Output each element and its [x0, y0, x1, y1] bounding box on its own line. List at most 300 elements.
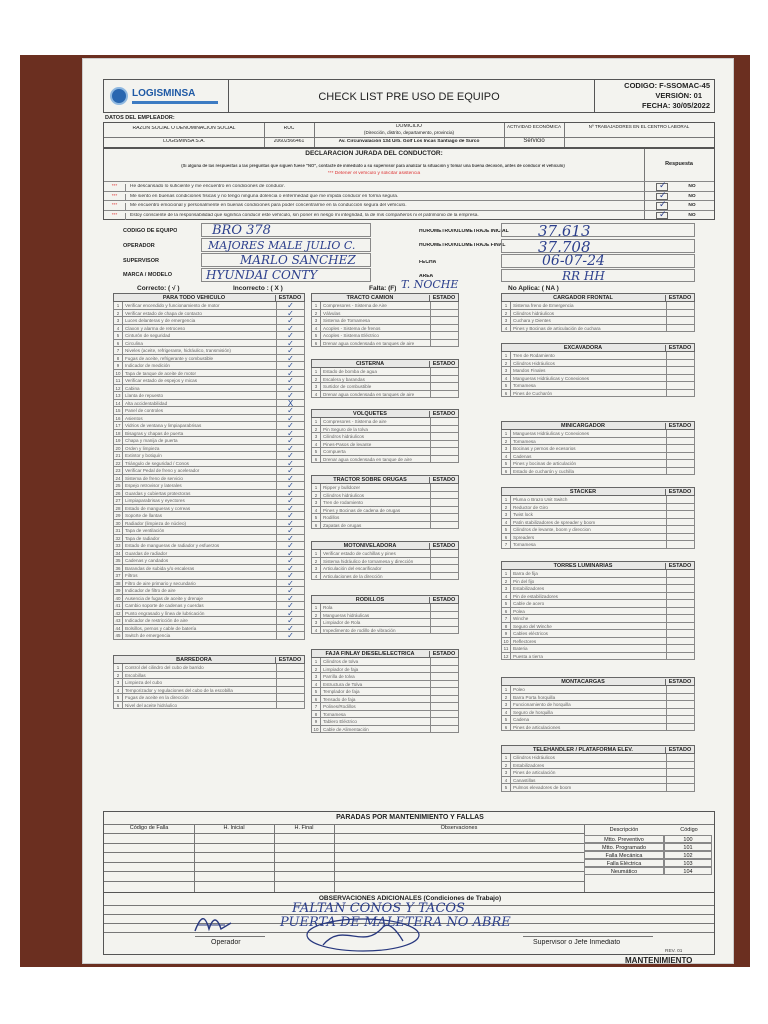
row-number: 3 — [502, 367, 511, 374]
row-status[interactable] — [430, 688, 458, 695]
row-number: 2 — [312, 612, 321, 619]
table-barredora-row — [113, 672, 305, 680]
row-number: 18 — [114, 430, 123, 437]
row-status[interactable] — [666, 541, 694, 548]
row-status[interactable] — [666, 623, 694, 630]
row-status[interactable]: ✓ — [276, 317, 304, 324]
employer-ruc: 20602566461 — [273, 139, 305, 144]
row-status[interactable]: ✓ — [276, 610, 304, 617]
table-montacargas-row — [501, 701, 695, 709]
table-rodillos-row — [311, 604, 459, 612]
row-status[interactable]: ✓ — [276, 512, 304, 519]
table-motoniveladora-row — [311, 565, 459, 573]
row-status[interactable]: ✓ — [276, 490, 304, 497]
row-status[interactable] — [666, 511, 694, 518]
row-status[interactable]: ✓ — [276, 415, 304, 422]
row-status[interactable] — [666, 769, 694, 776]
row-number: 5 — [502, 382, 511, 389]
table-stacker-row — [501, 504, 695, 512]
row-status[interactable] — [430, 302, 458, 309]
table-excavadora-row — [501, 375, 695, 383]
row-number: 3 — [502, 769, 511, 776]
row-status[interactable]: ✓ — [276, 430, 304, 437]
row-status[interactable] — [666, 754, 694, 761]
row-status[interactable] — [430, 711, 458, 718]
table-todo_vehiculo-row — [113, 377, 305, 385]
row-number: 2 — [114, 310, 123, 317]
row-status[interactable] — [666, 453, 694, 460]
row-status[interactable] — [666, 302, 694, 309]
row-label: Estructura de Tolva — [323, 681, 363, 687]
table-telehandler-title: TELEHANDLER / PLATAFORMA ELEV. — [533, 747, 633, 753]
observacion-line-2: PUERTA DE MALETERA NO ABRE — [280, 915, 511, 930]
table-todo_vehiculo-row — [113, 632, 305, 640]
row-label: Tapa de tanque de aceite de motor — [125, 370, 196, 376]
declaration-item: Estoy consciente de la responsabilidad que significa conducir este vehículo, sin poner en riesgo mi integridad, la de mis compañeros ni el patrimonio de la empresa. — [130, 212, 479, 218]
row-number: 4 — [502, 777, 511, 784]
row-status[interactable]: ✓ — [276, 542, 304, 549]
row-label: Mangueras hidráulicas — [323, 612, 370, 618]
row-status[interactable] — [666, 716, 694, 723]
row-status[interactable] — [666, 382, 694, 389]
row-status[interactable]: ✓ — [276, 377, 304, 384]
row-status[interactable] — [666, 653, 694, 660]
row-status[interactable]: ✓ — [276, 452, 304, 459]
row-number: 30 — [114, 520, 123, 527]
row-status[interactable] — [430, 673, 458, 680]
row-status[interactable] — [430, 441, 458, 448]
row-status[interactable] — [666, 430, 694, 437]
area-field[interactable] — [501, 269, 695, 282]
row-status[interactable]: ✓ — [276, 385, 304, 392]
row-number: 3 — [312, 673, 321, 680]
row-status[interactable]: ✓ — [276, 632, 304, 639]
row-number: 1 — [502, 754, 511, 761]
table-cisterna-row — [311, 383, 459, 391]
row-status[interactable] — [666, 519, 694, 526]
row-number: 4 — [502, 593, 511, 600]
row-status[interactable] — [430, 681, 458, 688]
employer-col-trabajadores: Nº TRABAJADORES EN EL CENTRO LABORAL — [588, 124, 690, 129]
row-label: Pines y Bocinas de cadena de orugas — [323, 507, 401, 513]
row-status[interactable] — [430, 550, 458, 557]
table-volquetes-row — [311, 433, 459, 441]
row-status[interactable]: ✓ — [276, 550, 304, 557]
supervisor-field[interactable] — [201, 253, 371, 267]
row-label: Cilindros de tolva — [323, 659, 359, 664]
row-label: Limpiador de faja — [323, 666, 359, 672]
row-number: 4 — [502, 375, 511, 382]
table-rodillos-header — [311, 595, 459, 604]
legend-no-aplica: No Aplica: ( NA ) — [508, 285, 559, 292]
row-status[interactable] — [666, 686, 694, 693]
row-status[interactable] — [430, 627, 458, 634]
row-status[interactable] — [430, 325, 458, 332]
table-todo_vehiculo-row — [113, 520, 305, 528]
table-cisterna-title: CISTERNA — [355, 361, 385, 367]
answer-checkbox[interactable] — [656, 202, 668, 210]
row-status[interactable] — [276, 664, 304, 671]
row-status[interactable]: ✓ — [276, 302, 304, 309]
row-status[interactable] — [430, 514, 458, 521]
row-number: 2 — [312, 310, 321, 317]
table-torres-row — [501, 608, 695, 616]
row-status[interactable] — [666, 600, 694, 607]
table-motoniveladora-estado: ESTADO — [429, 543, 458, 550]
row-label: Compuerta — [323, 449, 346, 454]
row-number: 6 — [502, 608, 511, 615]
row-status[interactable] — [430, 499, 458, 506]
row-status[interactable] — [666, 460, 694, 467]
row-status[interactable] — [430, 604, 458, 611]
row-number: 23 — [114, 467, 123, 474]
row-status[interactable]: X — [276, 400, 304, 407]
row-status[interactable] — [666, 570, 694, 577]
horometro-inicial-field[interactable] — [501, 222, 695, 240]
row-status[interactable]: ✓ — [276, 362, 304, 369]
row-label: Verificar estado de chapa de contacto — [125, 310, 202, 316]
table-todo_vehiculo-row — [113, 505, 305, 513]
row-label: Cadena — [513, 717, 530, 722]
row-status[interactable]: ✓ — [276, 587, 304, 594]
row-status[interactable]: ✓ — [276, 557, 304, 564]
row-number: 1 — [312, 484, 321, 491]
row-status[interactable] — [666, 701, 694, 708]
marca-field[interactable] — [201, 268, 371, 282]
row-status[interactable] — [666, 445, 694, 452]
table-todo_vehiculo-row — [113, 362, 305, 370]
row-status[interactable] — [666, 777, 694, 784]
row-status[interactable] — [666, 360, 694, 367]
row-status[interactable] — [276, 687, 304, 694]
row-status[interactable]: ✓ — [276, 565, 304, 572]
table-todo_vehiculo-row — [113, 302, 305, 310]
row-status[interactable] — [666, 468, 694, 475]
row-label: Vidrios de ventana y limpiaparabrisas — [125, 423, 202, 428]
row-status[interactable] — [276, 679, 304, 686]
row-status[interactable] — [666, 784, 694, 791]
row-status[interactable] — [430, 433, 458, 440]
table-barredora-row — [113, 702, 305, 710]
row-status[interactable]: ✓ — [276, 535, 304, 542]
header-divider-left — [228, 80, 229, 112]
table-barredora-title: BARREDORA — [176, 657, 212, 663]
row-status[interactable] — [430, 696, 458, 703]
row-status[interactable]: ✓ — [276, 437, 304, 444]
table-cargador-row — [501, 317, 695, 325]
row-status[interactable] — [430, 718, 458, 725]
table-tractor_orugas-title: TRACTOR SOBRE ORUGAS — [333, 477, 407, 483]
failure-desc: Neumático — [584, 867, 664, 875]
row-status[interactable] — [430, 558, 458, 565]
row-status[interactable]: ✓ — [276, 422, 304, 429]
row-status[interactable] — [430, 391, 458, 398]
row-number: 1 — [502, 352, 511, 359]
row-label: Pluma o Brazo Unit Switch — [513, 497, 568, 502]
table-tractor_orugas-row — [311, 484, 459, 492]
row-status[interactable] — [666, 375, 694, 382]
row-status[interactable] — [666, 593, 694, 600]
row-status[interactable] — [430, 573, 458, 580]
row-status[interactable] — [430, 368, 458, 375]
row-status[interactable]: ✓ — [276, 580, 304, 587]
table-todo_vehiculo-title: PARA TODO VEHICULO — [162, 295, 226, 301]
row-label: Patín stabilizadores de spreader y boom — [513, 519, 596, 525]
row-label: Mangueras Hidráulicas y Conexiones — [513, 431, 590, 436]
row-status[interactable] — [666, 724, 694, 731]
row-status[interactable] — [276, 694, 304, 701]
table-todo_vehiculo-row — [113, 527, 305, 535]
operator-caption: Operador — [211, 939, 241, 946]
legend-correcto: Correcto: ( √ ) — [137, 285, 180, 292]
table-todo_vehiculo-row — [113, 467, 305, 475]
row-label: Cilindros Hidráulicos — [513, 360, 555, 366]
row-status[interactable] — [430, 426, 458, 433]
employer-col-domicilio: DOMICILIO — [395, 124, 423, 129]
table-excavadora-row — [501, 352, 695, 360]
row-status[interactable]: ✓ — [276, 347, 304, 354]
row-number: 4 — [312, 573, 321, 580]
table-cisterna-row — [311, 391, 459, 399]
row-status[interactable]: ✓ — [276, 595, 304, 602]
row-number: 2 — [312, 492, 321, 499]
table-stacker-header — [501, 487, 695, 496]
row-status[interactable] — [276, 672, 304, 679]
row-label: Claxon y alarma de retroceso — [125, 325, 186, 331]
codigo-equipo-field[interactable] — [201, 223, 371, 237]
row-status[interactable] — [666, 615, 694, 622]
row-status[interactable]: ✓ — [276, 392, 304, 399]
row-label: Pines de Cucharón — [513, 390, 553, 396]
row-status[interactable]: ✓ — [276, 497, 304, 504]
row-status[interactable]: ✓ — [276, 467, 304, 474]
row-status[interactable] — [666, 496, 694, 503]
row-status[interactable] — [430, 565, 458, 572]
row-status[interactable]: ✓ — [276, 355, 304, 362]
table-todo_vehiculo-row — [113, 407, 305, 415]
row-status[interactable]: ✓ — [276, 370, 304, 377]
row-label: Circulina — [125, 340, 143, 346]
row-status[interactable] — [430, 658, 458, 665]
row-status[interactable]: ✓ — [276, 310, 304, 317]
row-status[interactable]: ✓ — [276, 625, 304, 632]
row-status[interactable] — [430, 383, 458, 390]
row-number: 17 — [114, 422, 123, 429]
wood-background — [20, 55, 750, 967]
table-faja-row — [311, 688, 459, 696]
row-status[interactable] — [430, 332, 458, 339]
row-label: Tablero Eléctrico — [323, 719, 357, 724]
row-status[interactable] — [430, 340, 458, 347]
fecha-field[interactable] — [501, 254, 695, 268]
row-number: 15 — [114, 407, 123, 414]
horometro-final-field[interactable] — [501, 238, 695, 256]
row-status[interactable]: ✓ — [276, 617, 304, 624]
paradas-row-line — [104, 843, 584, 844]
row-status[interactable]: ✓ — [276, 602, 304, 609]
row-status[interactable] — [430, 666, 458, 673]
table-telehandler-estado: ESTADO — [665, 747, 694, 754]
table-volquetes-row — [311, 456, 459, 464]
row-status[interactable] — [666, 526, 694, 533]
row-number: 5 — [312, 688, 321, 695]
employer-actividad: Servicio — [523, 138, 545, 144]
row-status[interactable] — [430, 619, 458, 626]
row-status[interactable] — [430, 418, 458, 425]
row-status[interactable] — [430, 456, 458, 463]
row-status[interactable]: ✓ — [276, 572, 304, 579]
row-status[interactable]: ✓ — [276, 475, 304, 482]
row-status[interactable] — [430, 376, 458, 383]
row-status[interactable] — [430, 703, 458, 710]
row-status[interactable] — [666, 317, 694, 324]
table-faja-row — [311, 681, 459, 689]
table-telehandler-header — [501, 745, 695, 754]
row-status[interactable] — [666, 630, 694, 637]
employer-col-ruc: RUC — [283, 126, 295, 131]
row-status[interactable]: ✓ — [276, 505, 304, 512]
row-label: Escobillas — [125, 672, 146, 678]
row-status[interactable] — [430, 522, 458, 529]
table-torres-row — [501, 630, 695, 638]
row-label: Pulmos elevadores de boom — [513, 785, 572, 790]
row-status[interactable] — [666, 325, 694, 332]
table-barredora-row — [113, 694, 305, 702]
row-status[interactable] — [430, 612, 458, 619]
table-todo_vehiculo-row — [113, 497, 305, 505]
row-status[interactable]: ✓ — [276, 520, 304, 527]
answer-checkbox[interactable] — [656, 190, 668, 201]
row-status[interactable]: ✓ — [276, 527, 304, 534]
row-label: Sistema de freno de servicio — [125, 475, 183, 481]
row-status[interactable] — [666, 578, 694, 585]
table-stacker-row — [501, 519, 695, 527]
row-label: Drenar agua condensada en tanques de aire — [323, 340, 415, 346]
table-stacker-row — [501, 511, 695, 519]
table-torres-title: TORRES LUMINARIAS — [553, 563, 613, 569]
row-status[interactable] — [666, 390, 694, 397]
row-label: Verificar Pedal de freno y acelerador — [125, 468, 200, 473]
table-todo_vehiculo-row — [113, 602, 305, 610]
row-status[interactable]: ✓ — [276, 325, 304, 332]
row-label: Barra de fija — [513, 571, 538, 576]
row-number: 44 — [114, 625, 123, 632]
row-number: 3 — [502, 445, 511, 452]
row-status[interactable]: ✓ — [276, 332, 304, 339]
table-telehandler-row — [501, 762, 695, 770]
table-faja-title: FAJA FINLAY DIESEL/ELECTRICA — [325, 651, 415, 657]
row-label: Canastillas — [513, 777, 536, 783]
row-status[interactable] — [430, 484, 458, 491]
table-excavadora-row — [501, 360, 695, 368]
failure-desc: Mtto. Preventivo — [584, 835, 664, 843]
row-status[interactable] — [666, 694, 694, 701]
paradas-col-codigo: Código de Falla — [129, 825, 169, 831]
paradas-title: PARADAS POR MANTENIMIENTO Y FALLAS — [336, 814, 484, 821]
row-status[interactable]: ✓ — [276, 460, 304, 467]
row-label: Estado de cucharón y cuchilla — [513, 468, 575, 474]
table-cisterna-row — [311, 368, 459, 376]
row-label: Tren de Rodamiento — [513, 353, 555, 358]
row-status[interactable] — [666, 504, 694, 511]
operator-signature — [191, 911, 251, 939]
table-todo_vehiculo-row — [113, 557, 305, 565]
row-status[interactable] — [666, 367, 694, 374]
row-status[interactable] — [666, 310, 694, 317]
supervisor-label: SUPERVISOR — [123, 258, 159, 264]
row-number: 45 — [114, 632, 123, 639]
row-number: 43 — [114, 617, 123, 624]
row-number: 5 — [502, 526, 511, 533]
row-status[interactable] — [666, 645, 694, 652]
row-number: 5 — [312, 514, 321, 521]
row-status[interactable] — [430, 317, 458, 324]
row-status[interactable] — [666, 352, 694, 359]
row-label: Bisagras y chapas de puerta — [125, 430, 184, 436]
row-status[interactable]: ✓ — [276, 445, 304, 452]
row-label: Soporte de llantas — [125, 513, 163, 518]
table-excavadora-estado: ESTADO — [665, 345, 694, 352]
row-status[interactable] — [430, 507, 458, 514]
table-excavadora-header — [501, 343, 695, 352]
table-todo_vehiculo-row — [113, 437, 305, 445]
row-status[interactable] — [666, 608, 694, 615]
row-status[interactable] — [666, 638, 694, 645]
row-label: Verificar estado de cuchillas y pines — [323, 551, 396, 556]
row-status[interactable]: ✓ — [276, 482, 304, 489]
fecha-value: 06-07-24 — [542, 253, 605, 269]
row-status[interactable]: ✓ — [276, 340, 304, 347]
row-number: 2 — [312, 426, 321, 433]
row-status[interactable] — [430, 310, 458, 317]
table-volquetes-estado: ESTADO — [429, 411, 458, 418]
row-label: Barandas de subida y/o escaleras — [125, 565, 195, 571]
row-number: 3 — [312, 499, 321, 506]
row-number: 3 — [114, 317, 123, 324]
row-number: 3 — [502, 511, 511, 518]
row-status[interactable] — [430, 492, 458, 499]
declaration-stars: *** — [104, 184, 126, 191]
table-todo_vehiculo-row — [113, 415, 305, 423]
row-status[interactable] — [666, 762, 694, 769]
operador-field[interactable] — [201, 238, 371, 252]
row-number: 1 — [502, 570, 511, 577]
paradas-col-obs: Observaciones — [440, 825, 478, 831]
answer-checkbox[interactable] — [656, 209, 668, 220]
row-label: Cilindros hidráulicos — [323, 434, 365, 439]
answer-no-label: NO — [688, 184, 696, 189]
failure-code-row — [584, 835, 714, 843]
row-label: Switch de emergencia — [125, 633, 171, 638]
supervisor-signature — [293, 911, 423, 957]
answer-checkbox[interactable] — [656, 183, 668, 191]
row-number: 5 — [502, 460, 511, 467]
table-torres-row — [501, 615, 695, 623]
row-status[interactable] — [430, 726, 458, 733]
row-status[interactable] — [276, 702, 304, 709]
row-status[interactable] — [666, 709, 694, 716]
table-montacargas-row — [501, 724, 695, 732]
row-status[interactable] — [666, 534, 694, 541]
row-status[interactable] — [430, 448, 458, 455]
row-number: 1 — [114, 664, 123, 671]
table-minicargador-header — [501, 421, 695, 430]
row-label: Cabina — [125, 385, 140, 391]
row-status[interactable] — [666, 438, 694, 445]
row-status[interactable]: ✓ — [276, 407, 304, 414]
row-status[interactable] — [666, 585, 694, 592]
row-number: 4 — [114, 325, 123, 332]
